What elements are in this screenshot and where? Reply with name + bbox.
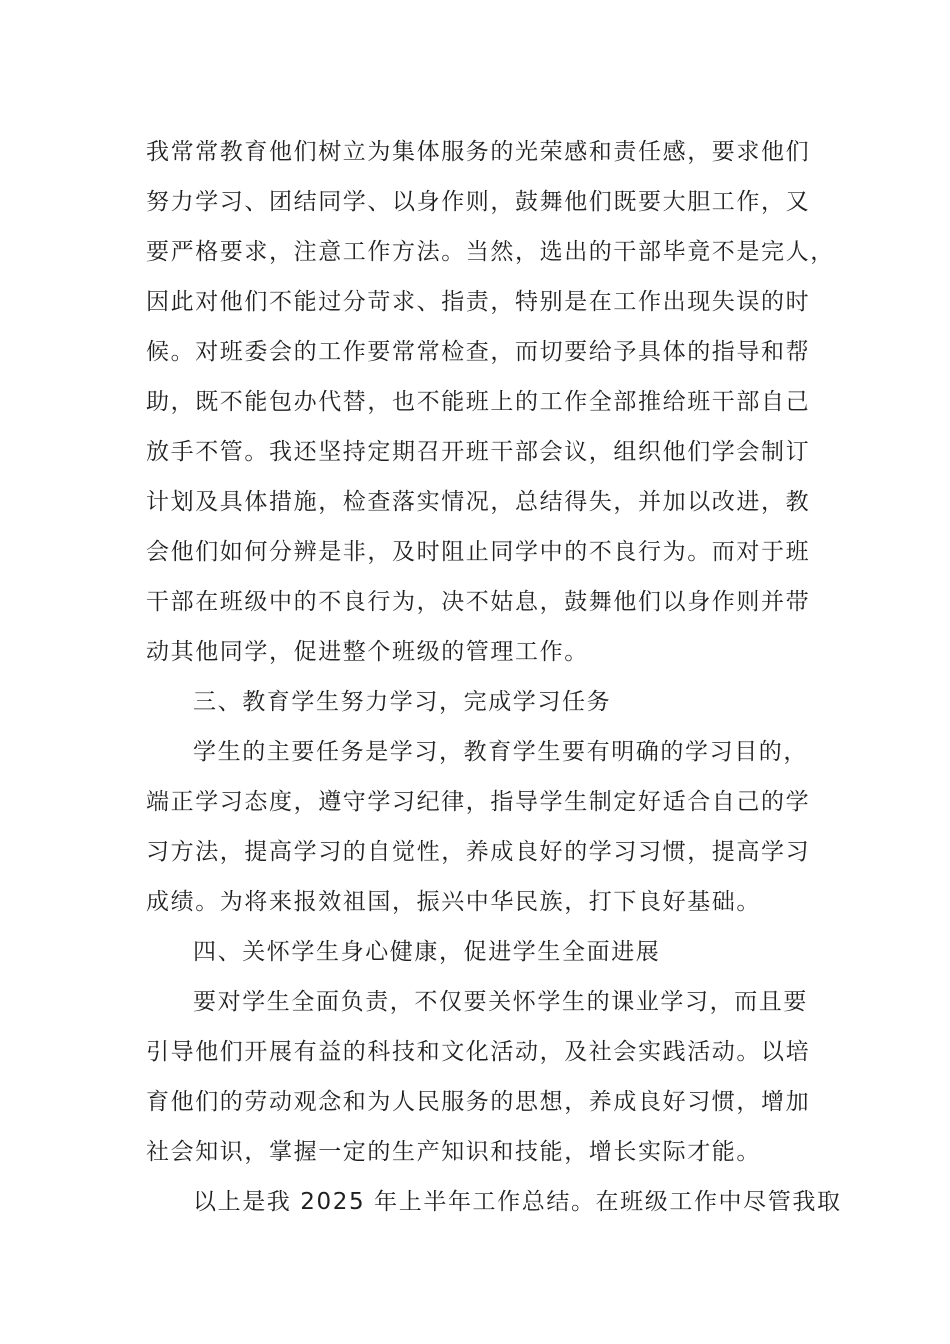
section-heading: 三、教育学生努力学习，完成学习任务 <box>193 689 612 715</box>
paragraph-first-line: 要对学生全面负责，不仅要关怀学生的课业学习，而且要 <box>193 989 808 1015</box>
body-line: 助，既不能包办代替，也不能班上的工作全部推给班干部自己 <box>146 389 811 415</box>
paragraph-first-line: 学生的主要任务是学习，教育学生要有明确的学习目的， <box>193 739 808 765</box>
body-line: 要严格要求，注意工作方法。当然，选出的干部毕竟不是完人， <box>146 239 835 265</box>
body-line: 计划及具体措施，检查落实情况，总结得失，并加以改进，教 <box>146 489 811 515</box>
body-line: 会他们如何分辨是非，及时阻止同学中的不良行为。而对于班 <box>146 539 811 565</box>
body-line: 我常常教育他们树立为集体服务的光荣感和责任感，要求他们 <box>146 139 811 165</box>
body-line: 干部在班级中的不良行为，决不姑息，鼓舞他们以身作则并带 <box>146 589 811 615</box>
body-line: 候。对班委会的工作要常常检查，而切要给予具体的指导和帮 <box>146 339 811 365</box>
body-line: 引导他们开展有益的科技和文化活动，及社会实践活动。以培 <box>146 1039 811 1065</box>
body-line: 习方法，提高学习的自觉性，养成良好的学习习惯，提高学习 <box>146 839 811 865</box>
body-line: 动其他同学，促进整个班级的管理工作。 <box>146 639 589 665</box>
body-line: 努力学习、团结同学、以身作则，鼓舞他们既要大胆工作，又 <box>146 189 811 215</box>
section-heading: 四、关怀学生身心健康，促进学生全面进展 <box>193 939 661 965</box>
body-line: 端正学习态度，遵守学习纪律，指导学生制定好适合自己的学 <box>146 789 811 815</box>
body-line: 成绩。为将来报效祖国，振兴中华民族，打下良好基础。 <box>146 889 761 915</box>
paragraph-first-line: 以上是我 2025 年上半年工作总结。在班级工作中尽管我取 <box>193 1189 842 1215</box>
body-line: 育他们的劳动观念和为人民服务的思想，养成良好习惯，增加 <box>146 1089 811 1115</box>
body-line: 社会知识，掌握一定的生产知识和技能，增长实际才能。 <box>146 1139 761 1165</box>
body-line: 放手不管。我还坚持定期召开班干部会议，组织他们学会制订 <box>146 439 811 465</box>
body-line: 因此对他们不能过分苛求、指责，特别是在工作出现失误的时 <box>146 289 811 315</box>
